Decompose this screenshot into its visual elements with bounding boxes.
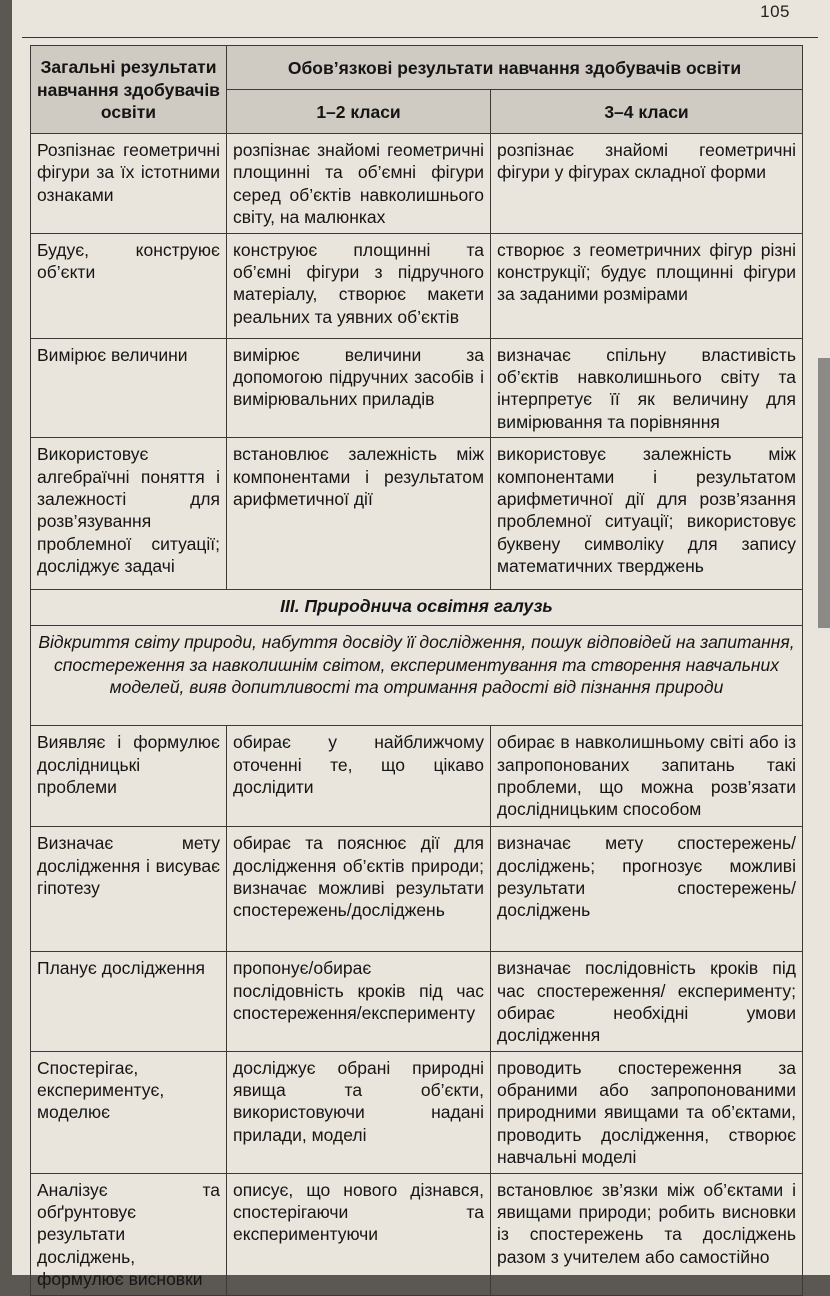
grades-3-4-cell: визначає послідовність кроків під час спостереження/ експерименту; обирає необхідні умови дослідження xyxy=(491,952,803,1052)
grades-3-4-cell: створює з геометричних фігур різні конструкції; будує площинні фігури за заданими розмірами xyxy=(491,233,803,338)
header-mandatory-results: Обов’язкові результати навчання здобувачів освіти xyxy=(227,46,803,90)
table-row xyxy=(31,827,803,952)
grades-3-4-cell: визначає мету спостережень/досліджень; прогнозує можливі результати спостережень/досліджень xyxy=(491,827,803,952)
curriculum-table xyxy=(30,45,803,1296)
general-result-cell: Розпізнає геометричні фігури за їх істотними ознаками xyxy=(31,134,227,234)
table-row xyxy=(31,233,803,338)
header-general-results: Загальні результати навчання здобувачів освіти xyxy=(31,46,227,134)
grades-1-2-cell: конструює площинні та об’ємні фігури з підручного матеріалу, створює макети реальних та уявних об’єктів xyxy=(227,233,491,338)
general-result-cell: Планує дослідження xyxy=(31,952,227,1052)
table-row xyxy=(31,134,803,234)
grades-3-4-cell: обирає в навколишньому світі або із запропонованих запитань такі проблеми, що можна розв’язати дослідницьким способом xyxy=(491,726,803,827)
general-result-cell: Аналізує та обґрунтовує результати досліджень, формулює висновки xyxy=(31,1173,227,1295)
grades-3-4-cell: визначає спільну властивість об’єктів навколишнього світу та інтерпретує її як величину для вимірювання та порівняння xyxy=(491,338,803,438)
section-description-row xyxy=(31,626,803,726)
header-rule xyxy=(22,37,818,38)
grades-3-4-cell: використовує залежність між компонентами і результатом арифметичної дії для розв’язання проблемної ситуації; використовує буквену символіку для запису математичних тверджень xyxy=(491,438,803,590)
section-title: III. Природнича освітня галузь xyxy=(31,590,803,626)
general-result-cell: Спостерігає, експериментує, моделює xyxy=(31,1051,227,1173)
table-row xyxy=(31,952,803,1052)
grades-1-2-cell: досліджує обрані природні явища та об’єкти, використовуючи надані прилади, моделі xyxy=(227,1051,491,1173)
general-result-cell: Визначає мету дослідження і висуває гіпотезу xyxy=(31,827,227,952)
table-row xyxy=(31,726,803,827)
side-tab-marker xyxy=(818,358,830,628)
section-description: Відкриття світу природи, набуття досвіду її дослідження, пошук відповідей на запитання, спостереження за навколишнім світом, експериментування та створення навчальних моделей, вияв допитливості та отримання радості від пізнання природи xyxy=(31,626,803,726)
grades-1-2-cell: пропонує/обирає послідовність кроків під час спостереження/експерименту xyxy=(227,952,491,1052)
header-grades-1-2: 1–2 класи xyxy=(227,90,491,134)
header-grades-3-4: 3–4 класи xyxy=(491,90,803,134)
grades-1-2-cell: обирає та пояснює дії для дослідження об’єктів природи; визначає можливі результати спостережень/досліджень xyxy=(227,827,491,952)
grades-1-2-cell: встановлює залежність між компонентами і результатом арифметичної дії xyxy=(227,438,491,590)
grades-3-4-cell: розпізнає знайомі геометричні фігури у фігурах складної форми xyxy=(491,134,803,234)
table-row xyxy=(31,338,803,438)
general-result-cell: Виявляє і формулює дослідницькі проблеми xyxy=(31,726,227,827)
grades-1-2-cell: обирає у найближчому оточенні те, що цікаво дослідити xyxy=(227,726,491,827)
page-number: 105 xyxy=(760,2,790,21)
grades-3-4-cell: проводить спостереження за обраними або запропонованими природними явищами та об’єктами, проводить дослідження, створює навчальні моделі xyxy=(491,1051,803,1173)
general-result-cell: Будує, конструює об’єкти xyxy=(31,233,227,338)
section-row xyxy=(31,590,803,626)
table-row xyxy=(31,438,803,590)
grades-1-2-cell: описує, що нового дізнався, спостерігаючи та експериментуючи xyxy=(227,1173,491,1295)
book-page xyxy=(12,0,830,1290)
grades-1-2-cell: вимірює величини за допомогою підручних засобів і вимірювальних приладів xyxy=(227,338,491,438)
table-row xyxy=(31,1051,803,1173)
general-result-cell: Використовує алгебраїчні поняття і залежності для розв’язування проблемної ситуації; досліджує задачі xyxy=(31,438,227,590)
general-result-cell: Вимірює величини xyxy=(31,338,227,438)
grades-3-4-cell: встановлює зв’язки між об’єктами і явищами природи; робить висновки із спостережень та досліджень разом з учителем або самостійно xyxy=(491,1173,803,1295)
table-row xyxy=(31,1173,803,1295)
grades-1-2-cell: розпізнає знайомі геометричні площинні та об’ємні фігури серед об’єктів навколишнього світу, на малюнках xyxy=(227,134,491,234)
